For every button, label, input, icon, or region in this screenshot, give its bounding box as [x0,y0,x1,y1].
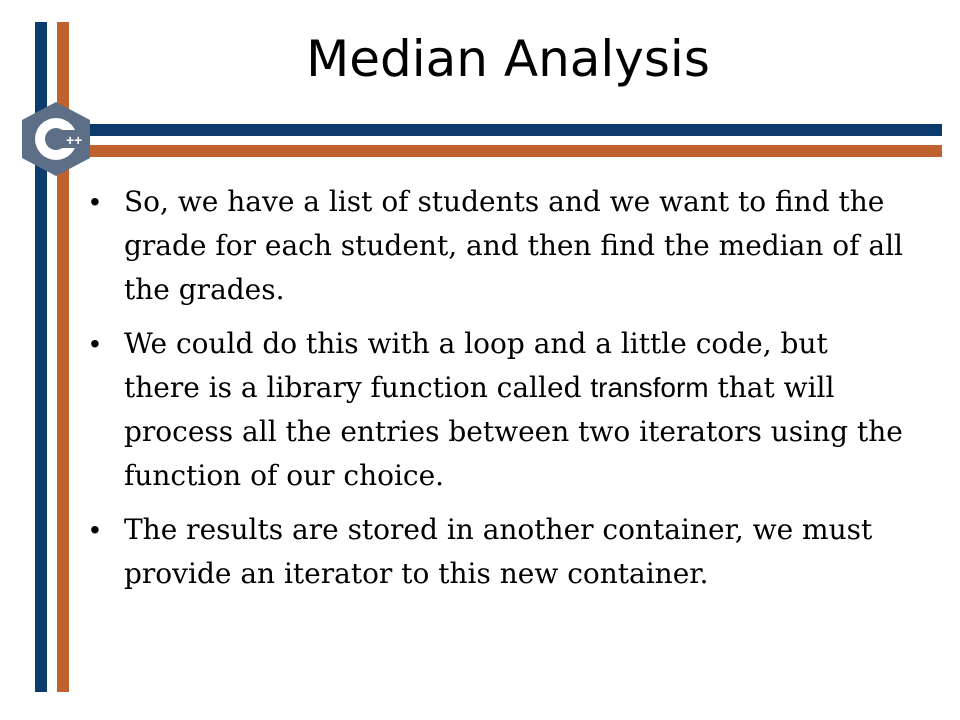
logo-plus-text: ++ [66,132,83,148]
bullet-list [90,180,910,606]
bullet-text: So, we have a list of students and we want to find the grade for each student, and then find the median of all the grades. [124,185,903,306]
title-underline-blue-bar [62,124,942,136]
bullet-text: The results are stored in another container, we must provide an iterator to this new container. [124,513,873,590]
bullet-item [90,180,910,312]
cpp-logo-icon [20,100,92,178]
bullet-marker: • [90,514,100,545]
bullet-item [90,322,910,498]
title-underline-orange-bar [62,145,942,157]
bullet-marker: • [90,186,100,217]
code-keyword-transform: transform [590,372,709,403]
bullet-item [90,508,910,596]
bullet-text-part: We could do this with a loop and a little code, but there is a library function called [124,327,828,404]
bullet-marker: • [90,328,100,359]
bullet-text-part: that will process all the entries between two iterators using the function of our choice. [124,371,903,492]
slide-title: Median Analysis [306,30,710,88]
